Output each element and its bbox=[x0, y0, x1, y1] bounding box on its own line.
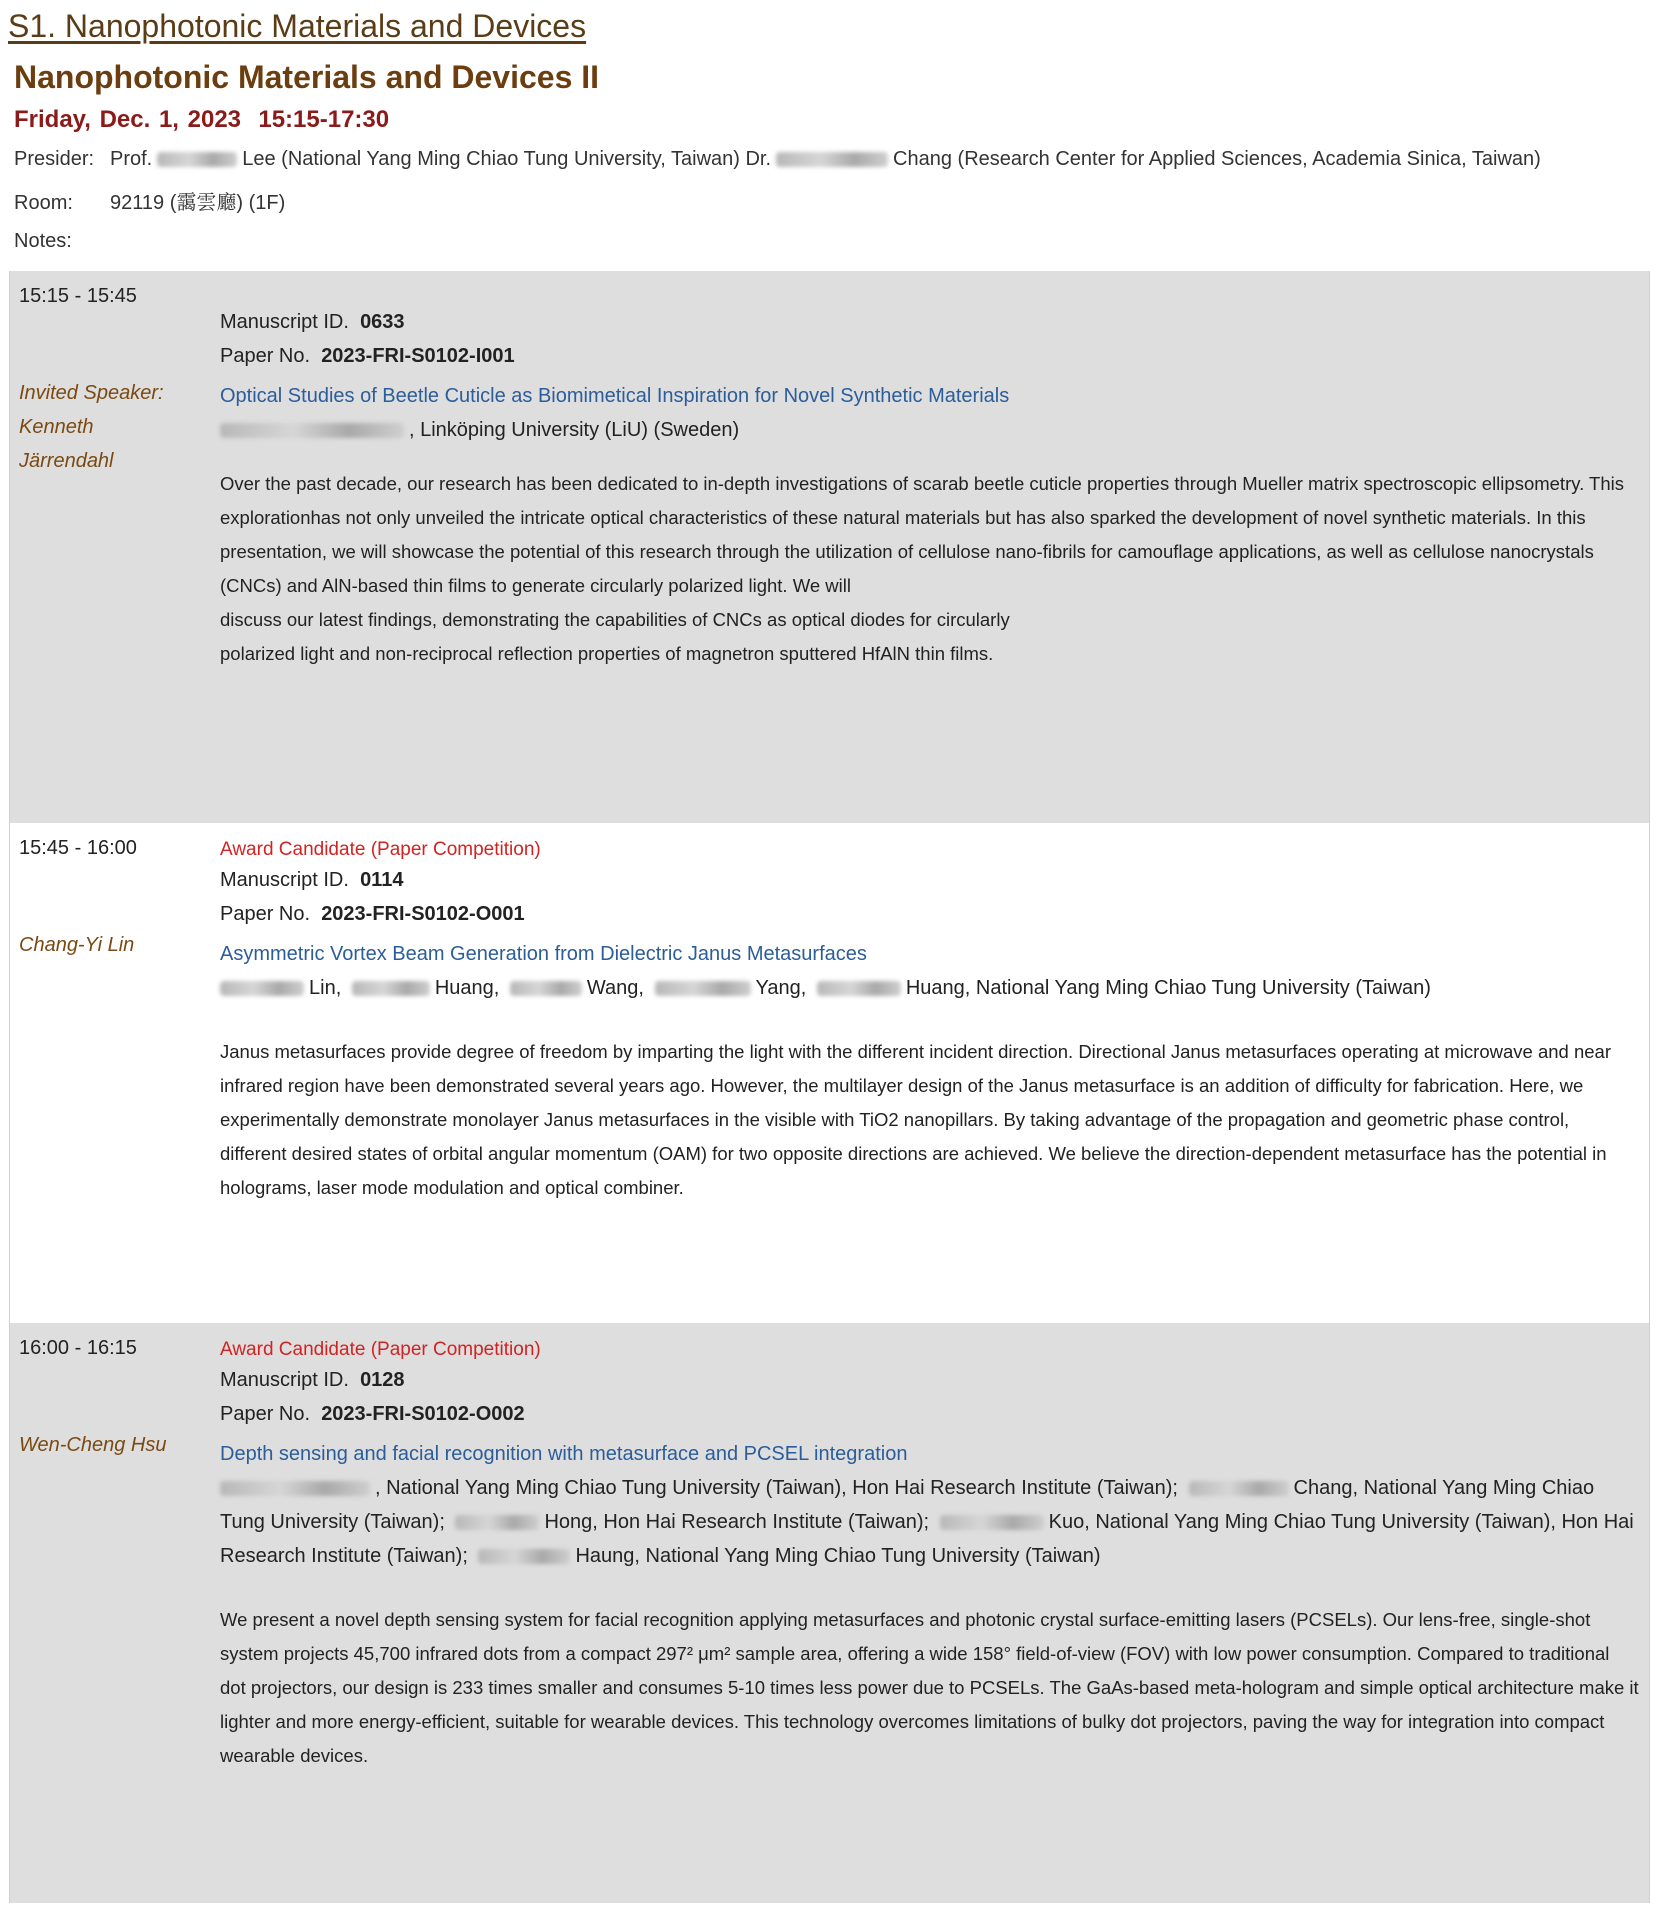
manuscript-label: Manuscript ID. bbox=[220, 869, 349, 891]
abstract-text-line-3: polarized light and non-reciprocal reflection properties of magnetron sputtered HfAlN thin films. bbox=[220, 643, 994, 664]
abstract-text: We present a novel depth sensing system for facial recognition applying metasurfaces and photonic crystal surface-emitting lasers (PCSELs). Our lens-free, single-shot system projects 45,700 infrared dots from a compact 297² μm² sample area, offering a wide 158° field-of-view (FOV) with low power consumption. Compared to traditional dot projectors, our design is 233 times smaller and consumes 5-10 times less power due to PCSELs. The GaAs-based meta-hologram and simple optical architecture make it lighter and more energy-efficient, suitable for wearable devices. This technology overcomes limitations of bulky dot projectors, paving the way for integration into compact wearable devices. bbox=[220, 1609, 1639, 1766]
paper-title: Depth sensing and facial recognition with metasurface and PCSEL integration bbox=[220, 1443, 908, 1465]
redacted-name bbox=[776, 152, 888, 167]
author-fragment: Huang, bbox=[434, 977, 500, 999]
author-list bbox=[220, 1471, 1639, 1573]
author-fragment: Kuo, National Yang Ming Chiao Tung University (Taiwan), Hon Hai Research Institute (Taiwan); bbox=[220, 1511, 1634, 1567]
manuscript-label: Manuscript ID. bbox=[220, 311, 349, 333]
redacted-name bbox=[157, 152, 237, 167]
room-value: 92119 (靄雲廳) (1F) bbox=[110, 192, 286, 214]
paper-number: 2023-FRI-S0102-O002 bbox=[321, 1403, 525, 1425]
redacted-name bbox=[940, 1515, 1044, 1530]
session-date: Friday, Dec. 1, 2023 15:15-17:30 bbox=[14, 106, 390, 133]
abstract-text: Janus metasurfaces provide degree of freedom by imparting the light with the different incident direction. Directional Janus metasurfaces operating at microwave and near infrared region have been demonstrated several years ago. However, the multilayer design of the Janus metasurface is an addition of difficulty for fabrication. Here, we experimentally demonstrate monolayer Janus metasurfaces in the visible with TiO2 nanopillars. By taking advantage of the propagation and geometric phase control, different desired states of orbital angular momentum (OAM) for two opposite directions are achieved. We believe the direction-dependent metasurface has the potential in holograms, laser mode modulation and optical combiner. bbox=[220, 1041, 1611, 1198]
schedule-slot bbox=[9, 271, 1650, 823]
speaker-name: Kenneth Järrendahl bbox=[19, 416, 114, 472]
redacted-name bbox=[1189, 1481, 1289, 1496]
author-fragment: , National Yang Ming Chiao Tung University (Taiwan), Hon Hai Research Institute (Taiwan); bbox=[375, 1477, 1178, 1499]
presider-1-prefix: Prof. bbox=[110, 148, 153, 170]
redacted-name bbox=[478, 1549, 570, 1564]
presider-1-suffix: Lee (National Yang Ming Chiao Tung University, Taiwan) Dr. bbox=[242, 148, 772, 170]
notes-row bbox=[14, 230, 1646, 253]
author-list: , Linköping University (LiU) (Sweden) bbox=[409, 419, 740, 441]
session-header bbox=[0, 0, 1660, 253]
redacted-name bbox=[220, 981, 304, 996]
award-badge: Award Candidate (Paper Competition) bbox=[220, 1339, 541, 1360]
paper-title: Asymmetric Vortex Beam Generation from Dielectric Janus Metasurfaces bbox=[220, 943, 867, 965]
abstract-text: Over the past decade, our research has been dedicated to in-depth investigations of scarab beetle cuticle properties through Mueller matrix spectroscopic ellipsometry. This explorationhas not only unveiled the intricate optical characteristics of these natural materials but has also sparked the development of novel synthetic materials. In this presentation, we will showcase the potential of this research through the utilization of cellulose nano-fibrils for camouflage applications, as well as cellulose nanocrystals (CNCs) and AlN-based thin films to generate circularly polarized light. We will bbox=[220, 473, 1625, 596]
speaker-role: Invited Speaker: bbox=[19, 382, 164, 404]
author-fragment: Lin, bbox=[309, 977, 342, 999]
paper-label: Paper No. bbox=[220, 903, 311, 925]
slot-time: 16:00 - 16:15 bbox=[19, 1337, 137, 1359]
manuscript-id: 0633 bbox=[360, 311, 405, 333]
paper-number: 2023-FRI-S0102-I001 bbox=[321, 345, 515, 367]
paper-title: Optical Studies of Beetle Cuticle as Biomimetical Inspiration for Novel Synthetic Materials bbox=[220, 385, 1010, 407]
author-fragment: Yang, bbox=[755, 977, 807, 999]
manuscript-label: Manuscript ID. bbox=[220, 1369, 349, 1391]
paper-label: Paper No. bbox=[220, 345, 311, 367]
presider-2-suffix: Chang (Research Center for Applied Sciences, Academia Sinica, Taiwan) bbox=[893, 148, 1541, 170]
presider-label: Presider: bbox=[14, 148, 95, 170]
track-link[interactable]: S1. Nanophotonic Materials and Devices bbox=[8, 8, 587, 44]
redacted-name bbox=[220, 1481, 370, 1496]
author-fragment: Wang, bbox=[586, 977, 644, 999]
author-fragment: Huang, National Yang Ming Chiao Tung University (Taiwan) bbox=[905, 977, 1431, 999]
redacted-name bbox=[352, 981, 430, 996]
room-label: Room: bbox=[14, 192, 73, 214]
paper-label: Paper No. bbox=[220, 1403, 311, 1425]
slot-time: 15:45 - 16:00 bbox=[19, 837, 137, 859]
speaker-name: Chang-Yi Lin bbox=[19, 934, 135, 956]
redacted-name bbox=[655, 981, 751, 996]
abstract-text-line-2: discuss our latest findings, demonstrating the capabilities of CNCs as optical diodes for circularly bbox=[220, 609, 1010, 630]
speaker-name: Wen-Cheng Hsu bbox=[19, 1434, 167, 1456]
room-row bbox=[14, 186, 1646, 215]
author-list bbox=[220, 971, 1639, 1005]
redacted-name bbox=[220, 423, 404, 438]
session-title: Nanophotonic Materials and Devices II bbox=[14, 59, 600, 95]
slot-time: 15:15 - 15:45 bbox=[19, 285, 137, 307]
author-fragment: Haung, National Yang Ming Chiao Tung University (Taiwan) bbox=[575, 1545, 1101, 1567]
schedule-slot bbox=[9, 1323, 1650, 1903]
manuscript-id: 0128 bbox=[360, 1369, 405, 1391]
presider-row bbox=[14, 148, 1646, 171]
redacted-name bbox=[455, 1515, 539, 1530]
author-fragment: Chang, National Yang Ming Chiao Tung University (Taiwan); bbox=[220, 1477, 1595, 1533]
author-fragment: Hong, Hon Hai Research Institute (Taiwan); bbox=[544, 1511, 930, 1533]
schedule-slot bbox=[9, 823, 1650, 1323]
notes-label: Notes: bbox=[14, 230, 72, 252]
award-badge: Award Candidate (Paper Competition) bbox=[220, 839, 541, 860]
redacted-name bbox=[817, 981, 901, 996]
redacted-name bbox=[510, 981, 582, 996]
paper-number: 2023-FRI-S0102-O001 bbox=[321, 903, 525, 925]
manuscript-id: 0114 bbox=[360, 869, 404, 891]
